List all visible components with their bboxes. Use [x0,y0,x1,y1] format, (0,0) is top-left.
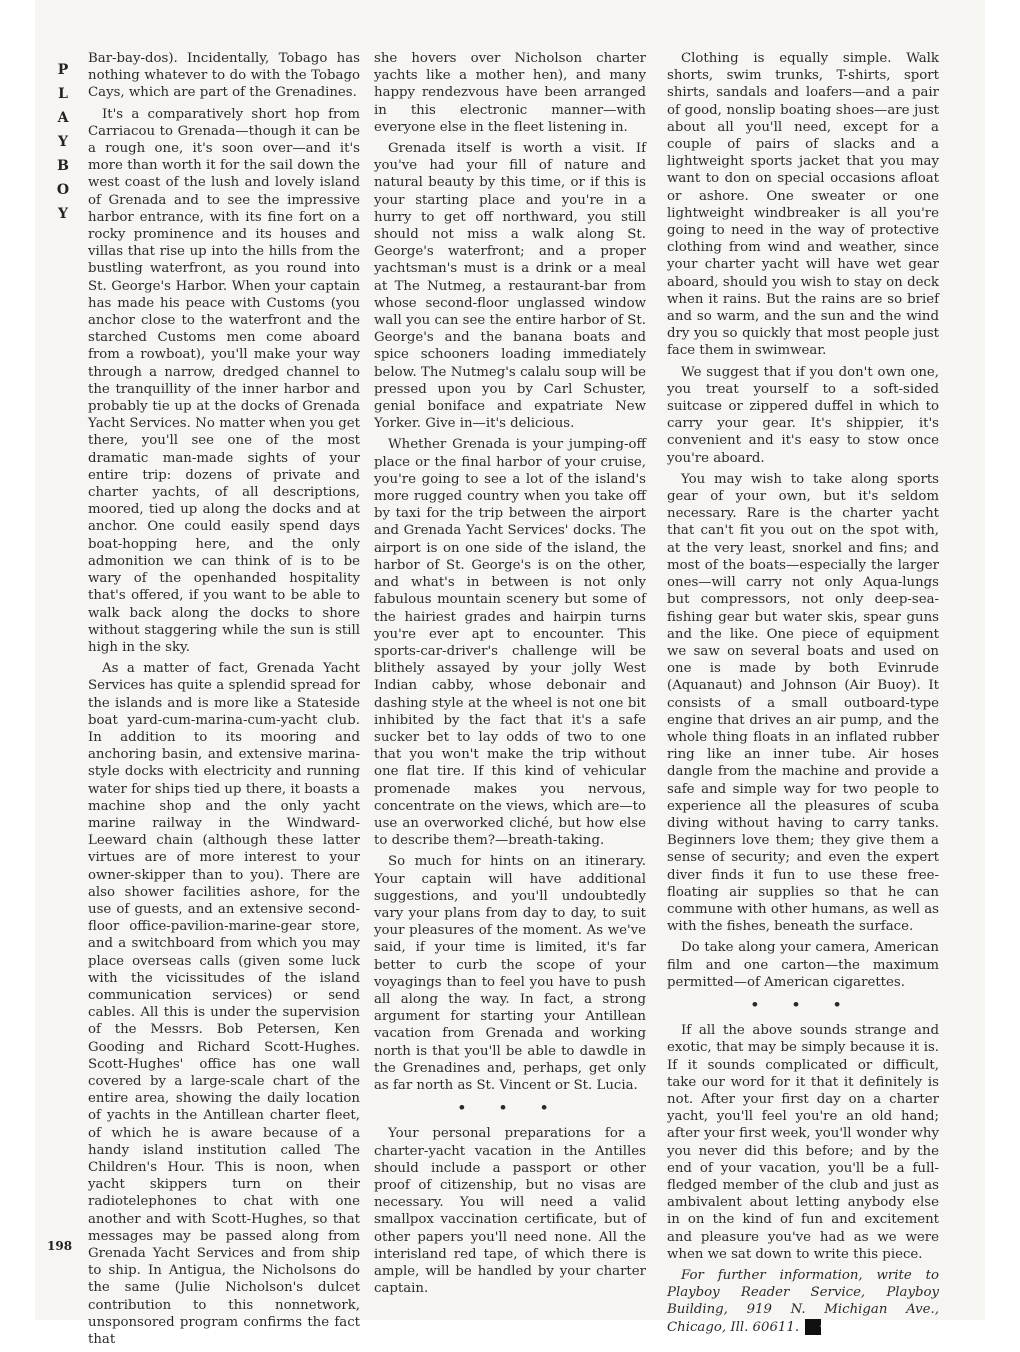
section-separator: • • • [750,997,856,1013]
magazine-page [35,0,985,1348]
paragraph: As a matter of fact, Grenada Yacht Services has quite a splendid spread for the islands and is more like a Stateside boat yard-cum-marina-cum-yacht club. In addition to its mooring and anchoring basin, and extensive marina-style docks with electricity and running water for ships tied up there, it boasts a machine shop and the only yacht marine railway in the Windward-Leeward chain (although these latter virtues are of more interest to your owner-skipper than to you). There are also shower facilities ashore, for the use of guests, and an extensive second-floor office-pavilion-marine-gear store, and a switchboard from which you may place overseas calls (given some luck with the vicissitudes of the island communication services) or send cables. All this is under the supervision of the Messrs. Bob Petersen, Ken Gooding and Richard Scott-Hughes. Scott-Hughes' office has one wall covered by a large-scale chart of the entire area, showing the daily location of yachts in the Antillean charter fleet, of which he is aware because of a handy island institution called The Children's Hour. This is noon, when yacht skippers turn on their radiotelephones to chat with one another and with Scott-Hughes, so that messages may be passed along from Grenada Yacht Services and from ship to ship. In Antigua, the Nicholsons do the same (Julie Nicholson's dulcet contribution to this nonnetwork, unsponsored program confirms the fact that [88,661,360,1348]
paragraph: We suggest that if you don't own one, you treat yourself to a soft-sided suitcase or zippered duffel in which to carry your gear. It's shippier, it's convenient and it's easy to stow once you're aboard. [667,364,939,466]
paragraph: So much for hints on an itinerary. Your captain will have additional suggestions, and you'll undoubtedly vary your plans from day to day, to suit your pleasures of the moment. As we've said, if your time is limited, it's far better to curb the scope of your voyagings than to feel you have to push all along the way. In fact, a strong argument for starting your Antillean vacation from Grenada and working north is that you'll be able to dawdle in the Grenadines and, perhaps, get only as far north as St. Vincent or St. Lucia. [374,854,646,1093]
paragraph: You may wish to take along sports gear of your own, but it's seldom necessary. Rare is the charter yacht that can't fit you out on the spot with, at the very least, snorkel and fins; and most of the boats—especially the larger ones—will carry not only Aqua-lungs but compressors, not only deep-sea-fishing gear but water skis, spear guns and the like. One piece of equipment we saw on several boats and used on one is made by both Evinrude (Aquanaut) and Johnson (Air Buoy). It consists of a small outboard-type engine that drives an air pump, and the whole thing floats in an inflated rubber ring like an inner tube. Air hoses dangle from the machine and provide a safe and simple way for two people to experience all the pleasures of scuba diving without having to carry tanks. Beginners love them; they give them a sense of security; and even the expert diver finds it fun to use these free-floating air supplies so that he can commune with other humans, as well as with the fishes, beneath the surface. [667,471,939,935]
paragraph: Your personal preparations for a charter-yacht vacation in the Antilles should include a passport or other proof of citizenship, but no visas are necessary. You will need a valid smallpox vaccination certificate, but of other papers you'll need none. All the interisland red tape, of which there is ample, will be handled by your charter captain. [374,1126,646,1297]
text-column-1 [88,50,360,1352]
rabbit-head-logo-icon: ✦ [805,1319,821,1335]
paragraph: she hovers over Nicholson charter yachts like a mother hen), and many happy rendezvous have been arranged in this electronic manner—with everyone else in the fleet listening in. [374,51,646,135]
text-column-2 [374,50,646,1301]
paragraph: Bar-bay-dos). Incidentally, Tobago has nothing whatever to do with the Tobago Cays, which are part of the Grenadines. [88,51,360,101]
paragraph: Whether Grenada is your jumping-off place or the final harbor of your cruise, you're going to see a lot of the island's more rugged country when you take off by taxi for the trip between the airport and Grenada Yacht Services' docks. The airport is on one side of the island, the harbor of St. George's is on the other, and what's in between is not only fabulous mountain scenery but some of the hairiest grades and hairpin turns you're ever apt to encounter. This sports-car-driver's challenge will be blithely assayed by your jolly West Indian cabby, whose debonair and dashing style at the wheel is not one bit inhibited by the fact that it's a safe sucker bet to lay odds of two to one that you won't make the trip without one flat tire. If this kind of vehicular promenade makes you nervous, concentrate on the views, which are—to use an overworked cliché, but how else to describe them?—breath-taking. [374,437,646,849]
paragraph: Grenada itself is worth a visit. If you've had your fill of nature and natural beauty by this time, or if this is your starting place and you're in a hurry to get off northward, you still should not miss a walk along St. George's waterfront; and a proper yachtsman's must is a drink or a meal at The Nutmeg, a restaurant-bar from whose second-floor unglassed window wall you can see the entire harbor of St. George's and the banana boats and spice schooners loading immediately below. The Nutmeg's calalu soup will be pressed upon you by Carl Schuster, genial boniface and expatriate New Yorker. Give in—it's delicious. [374,141,646,432]
footer-text: For further information, write to Playboy Reader Service, Playboy Building, 919 N. Michigan Ave., Chicago, Ill. 60611. [667,1268,939,1335]
text-column-3 [667,50,939,1340]
page-number: 198 [47,1239,73,1253]
paragraph: Do take along your camera, American film and one carton—the maximum permitted—of American cigarettes. [667,940,939,990]
playboy-masthead: P L A Y B O Y [56,62,70,222]
paragraph: It's a comparatively short hop from Carriacou to Grenada—though it can be a rough one, it's soon over—and it's more than worth it for the sail down the west coast of the lush and lovely island of Grenada and to see the impressive harbor entrance, with its fine fort on a rocky prominence and its houses and villas that rise up into the hills from the bustling waterfront, as you round into St. George's Harbor. When your captain has made his peace with Customs (you anchor close to the waterfront and the starched Customs men come aboard from a rowboat), you'll make your way through a narrow, dredged channel to the tranquillity of the inner harbor and probably tie up at the docks of Grenada Yacht Services. No matter when you get there, you'll see one of the most dramatic man-made sights of your entire trip: dozens of private and charter yachts, of all descriptions, moored, tied up along the docks and at anchor. One could easily spend days boat-hopping here, and the only admonition we can think of is to be wary of the openhanded hospitality that's offered, if you want to be able to walk back along the docks to shore without staggering while the sun is still high in the sky. [88,106,360,655]
paragraph: If all the above sounds strange and exotic, that may be simply because it is. If it sounds complicated or difficult, take our word for it that it definitely is not. After your first day on a charter yacht, you'll feel you're an old hand; after your first week, you'll wonder why you never did this before; and by the end of your vacation, you'll be a full-fledged member of the club and just as ambivalent about letting anybody else in on the kind of fun and excitement and pleasure you've had as we were when we sat down to write this piece. [667,1023,939,1262]
section-separator: • • • [457,1101,563,1117]
paragraph: Clothing is equally simple. Walk shorts, swim trunks, T-shirts, sport shirts, sandals and loafers—and a pair of good, nonslip boating shoes—are just about all you'll need, except for a couple of pairs of slacks and a lightweight sports jacket that you may want to don on special occasions afloat or ashore. One sweater or one lightweight windbreaker is all you're going to need in the way of protective clothing from wind and weather, since your charter yacht will have wet gear aboard, should you wish to stay on deck when it rains. But the rains are so brief and so warm, and the sun and the wind dry you so quickly that most people just face them in swimwear. [667,51,939,359]
reader-service-note [667,1267,939,1336]
